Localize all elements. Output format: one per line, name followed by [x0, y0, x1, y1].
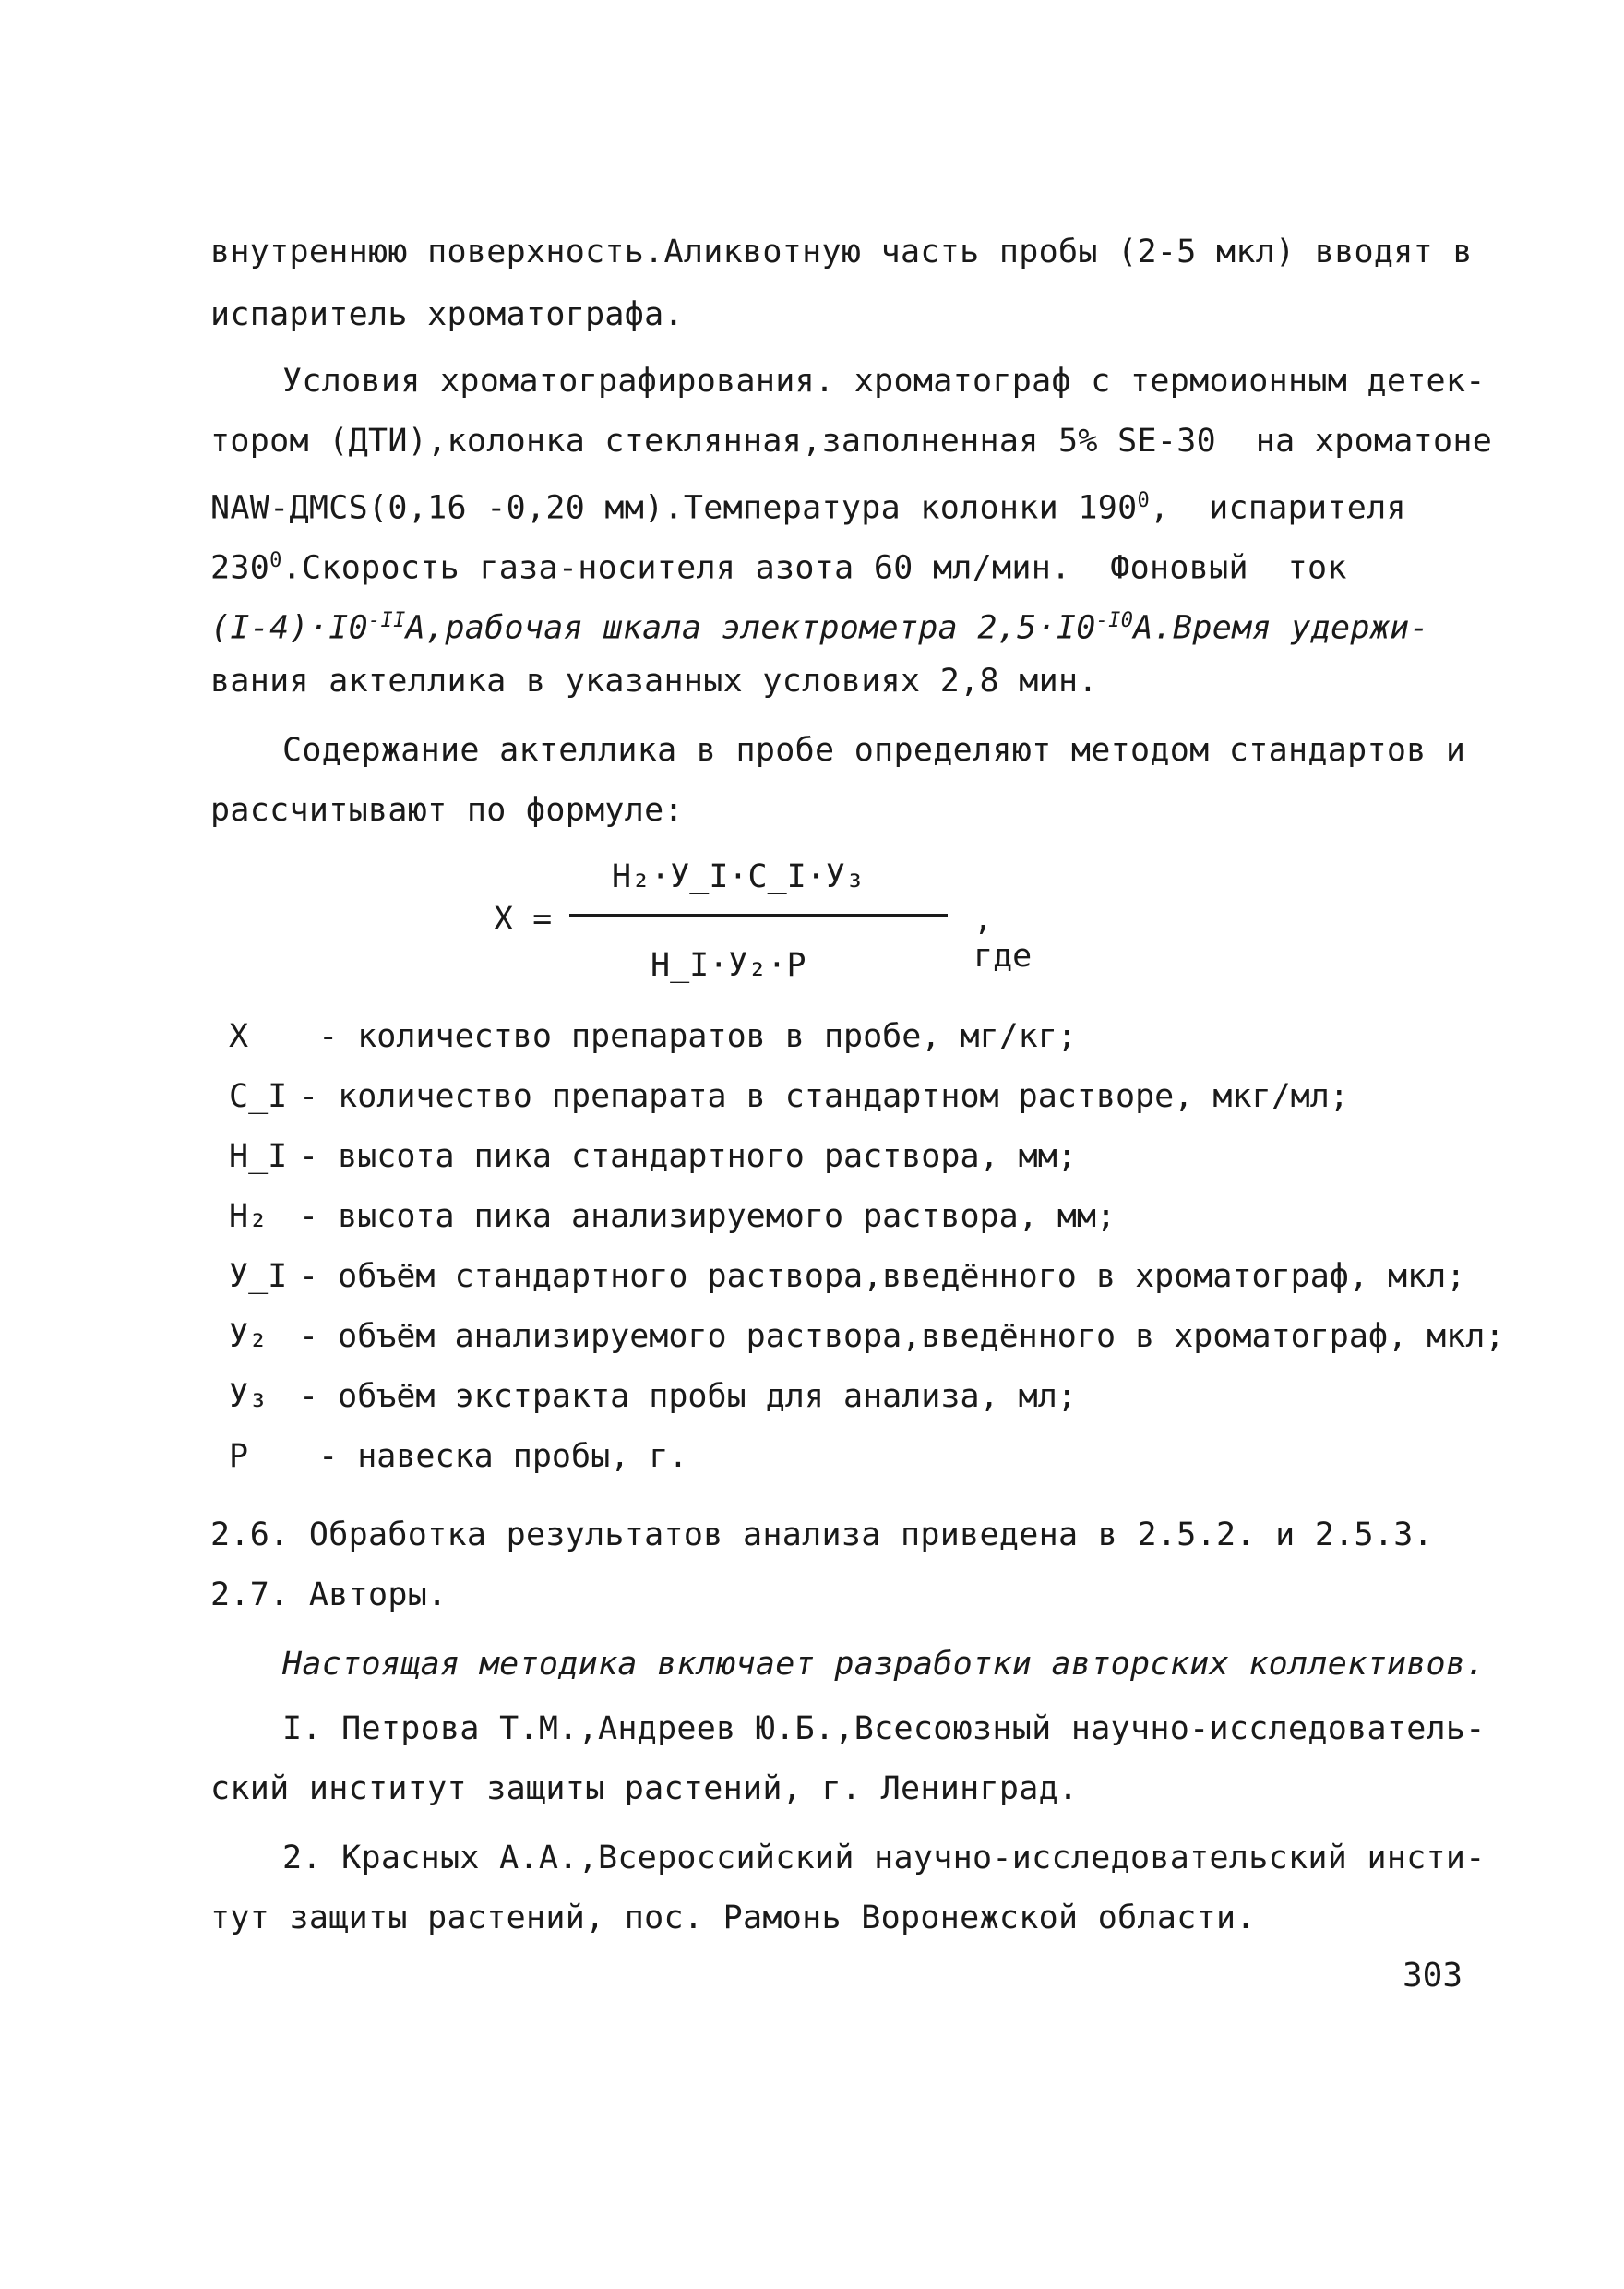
text-segment: А.Время удержи-: [1133, 609, 1429, 647]
formula: [494, 858, 1047, 988]
exponent-sup: -I0: [1095, 609, 1134, 632]
definition-symbol: У₂: [229, 1318, 269, 1355]
definition-row: [229, 1315, 1504, 1358]
definition-row: [229, 1435, 687, 1478]
definition-text: - количество препарата в стандартном растворе, мкг/мл;: [299, 1078, 1349, 1115]
definition-symbol: P: [229, 1438, 249, 1475]
formula-numerator: H₂·У_I·C_I·У₃: [612, 858, 865, 895]
degree-sup: 0: [1137, 489, 1151, 512]
page-number: 303: [1403, 1957, 1463, 1995]
definition-text: - объём анализируемого раствора,введённого в хроматограф, мкл;: [299, 1318, 1505, 1355]
conditions-line: Условия хроматографирования. хроматограф с термоионным детек-: [282, 363, 1486, 400]
definition-symbol: C_I: [229, 1078, 288, 1115]
authors-intro: Настоящая методика включает разработки авторских коллективов.: [282, 1646, 1486, 1683]
definition-symbol: У₃: [229, 1378, 269, 1415]
formula-lhs: X =: [494, 901, 553, 938]
definition-text: - высота пика стандартного раствора, мм;: [299, 1138, 1077, 1175]
formula-denominator: H_I·У₂·P: [651, 947, 806, 984]
definition-text: - навеска пробы, г.: [299, 1438, 688, 1475]
author-1-line: I. Петрова Т.М.,Андреев Ю.Б.,Всесоюзный научно-исследователь-: [282, 1710, 1486, 1747]
conditions-line: [210, 480, 1406, 530]
section-2-7: 2.7. Авторы.: [210, 1576, 448, 1613]
content-line: рассчитывают по формуле:: [210, 792, 684, 829]
definition-row: [229, 1195, 1116, 1238]
degree-sup: 0: [269, 549, 282, 572]
paragraph-line: испаритель хроматографа.: [210, 296, 684, 333]
conditions-line: тором (ДТИ),колонка стеклянная,заполненная 5% SE-30 на хроматоне: [210, 423, 1493, 460]
definition-row: [229, 1255, 1465, 1298]
paragraph-line: внутреннюю поверхность.Аликвотную часть пробы (2-5 мкл) вводят в: [210, 234, 1473, 270]
definition-row: [229, 1135, 1077, 1178]
definition-text: - объём стандартного раствора,введённого в хроматограф, мкл;: [299, 1258, 1466, 1295]
fraction-bar: [569, 914, 948, 917]
text-segment: 230: [210, 549, 270, 587]
text-segment: А,рабочая шкала электрометра 2,5·I0: [405, 609, 1096, 647]
conditions-line: [210, 540, 1347, 590]
definition-symbol: X: [229, 1018, 249, 1055]
author-2-line: 2. Красных А.А.,Всероссийский научно-исследовательский инсти-: [282, 1840, 1486, 1876]
definition-row: [229, 1015, 1077, 1058]
text-segment: (I-4)·I0: [210, 609, 368, 647]
author-1-line: ский институт защиты растений, г. Ленинград.: [210, 1770, 1079, 1807]
definition-text: - высота пика анализируемого раствора, мм;: [299, 1198, 1116, 1235]
conditions-line: вания актеллика в указанных условиях 2,8 мин.: [210, 663, 1098, 700]
definition-text: - объём экстракта пробы для анализа, мл;: [299, 1378, 1077, 1415]
exponent-sup: -II: [367, 609, 406, 632]
text-segment: , испарителя: [1150, 489, 1406, 527]
definition-symbol: H₂: [229, 1198, 269, 1235]
definition-row: [229, 1075, 1349, 1118]
text-segment: NAW-ДМСS(0,16 -0,20 мм).Температура колонки 190: [210, 489, 1138, 527]
author-2-line: тут защиты растений, пос. Рамонь Воронежской области.: [210, 1900, 1256, 1936]
text-segment: .Скорость газа-носителя азота 60 мл/мин. Фоновый ток: [281, 549, 1347, 587]
conditions-line: [210, 600, 1429, 650]
definition-symbol: H_I: [229, 1138, 288, 1175]
section-2-6: 2.6. Обработка результатов анализа приведена в 2.5.2. и 2.5.3.: [210, 1516, 1434, 1553]
formula-where: , где: [973, 901, 1033, 975]
definition-symbol: У_I: [229, 1258, 288, 1295]
definition-row: [229, 1375, 1077, 1418]
content-line: Содержание актеллика в пробе определяют методом стандартов и: [282, 732, 1466, 769]
definition-text: - количество препаратов в пробе, мг/кг;: [299, 1018, 1077, 1055]
